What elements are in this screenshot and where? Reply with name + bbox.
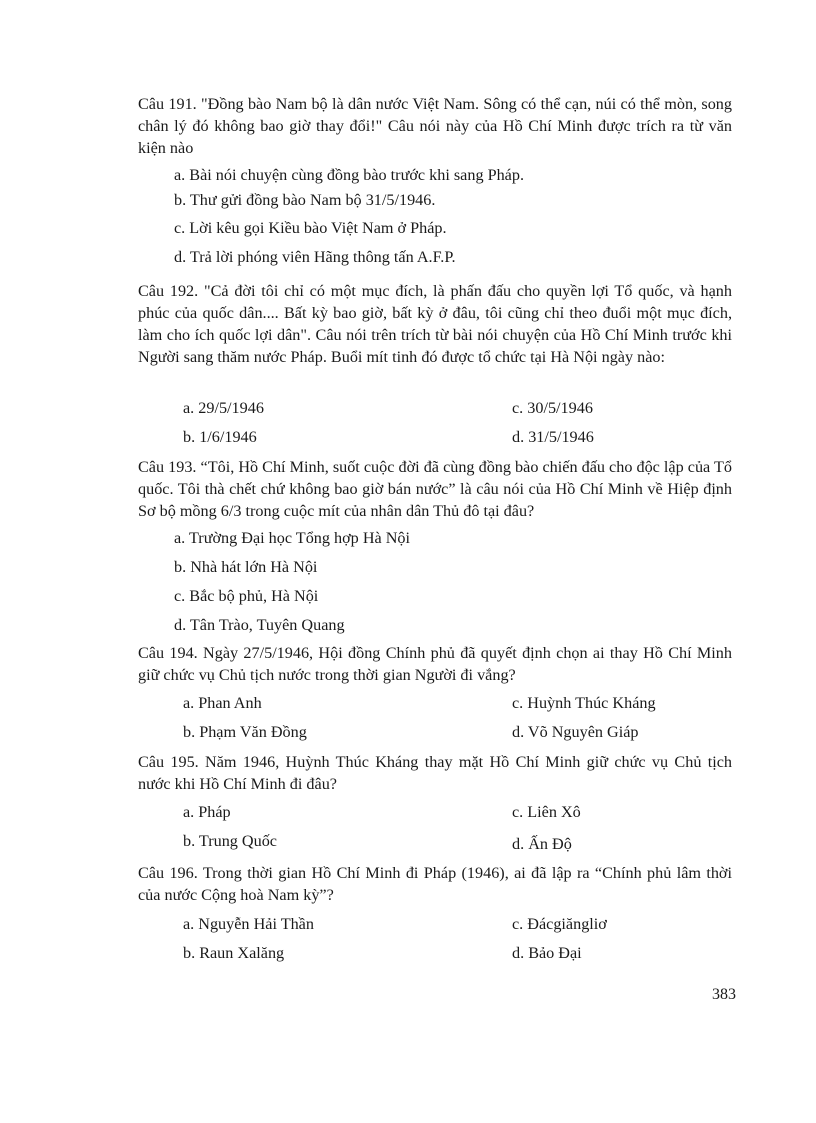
question-195-option-a: a. Pháp [183, 803, 231, 821]
question-195-option-b: b. Trung Quốc [183, 832, 277, 850]
question-193-option-c: c. Bắc bộ phủ, Hà Nội [174, 587, 319, 605]
question-191-stem: Câu 191. "Đồng bào Nam bộ là dân nước Việt Nam. Sông có thể cạn, núi có thể mòn, song chân lý đó không bao giờ thay đổi!" Câu nói này của Hồ Chí Minh được trích ra từ văn kiện nào [138, 95, 732, 157]
question-193-option-a: a. Trường Đại học Tổng hợp Hà Nội [174, 529, 411, 547]
question-196-stem: Câu 196. Trong thời gian Hồ Chí Minh đi Pháp (1946), ai đã lập ra “Chính phủ lâm thời của nước Cộng hoà Nam kỳ”? [138, 864, 732, 904]
question-192-option-b: b. 1/6/1946 [183, 428, 257, 446]
question-193-option-d: d. Tân Trào, Tuyên Quang [174, 616, 345, 634]
question-191-option-d: d. Trả lời phóng viên Hãng thông tấn A.F.P. [174, 248, 456, 266]
question-196-option-c: c. Đácgiăngliơ [512, 915, 607, 933]
question-194-option-d: d. Võ Nguyên Giáp [512, 723, 639, 741]
question-193-stem: Câu 193. “Tôi, Hồ Chí Minh, suốt cuộc đời đã cùng đồng bào chiến đấu cho độc lập của Tổ quốc. Tôi thà chết chứ không bao giờ bán nước” là câu nói của Hồ Chí Minh về Hiệp định Sơ bộ mồng 6/3 trong cuộc mít của nhân dân Thủ đô tại đâu? [138, 458, 732, 520]
question-193-option-b: b. Nhà hát lớn Hà Nội [174, 558, 318, 576]
question-191-option-c: c. Lời kêu gọi Kiều bào Việt Nam ở Pháp. [174, 219, 447, 237]
question-194-option-b: b. Phạm Văn Đồng [183, 723, 307, 741]
page-number: 383 [712, 986, 736, 1003]
question-194-stem: Câu 194. Ngày 27/5/1946, Hội đồng Chính phủ đã quyết định chọn ai thay Hồ Chí Minh giữ chức vụ Chủ tịch nước trong thời gian Người đi vắng? [138, 644, 732, 684]
question-192-option-c: c. 30/5/1946 [512, 399, 593, 417]
question-196-option-a: a. Nguyễn Hải Thần [183, 915, 314, 933]
question-192-option-a: a. 29/5/1946 [183, 399, 264, 417]
question-194-option-a: a. Phan Anh [183, 694, 262, 712]
question-196-option-b: b. Raun Xalăng [183, 944, 285, 962]
question-196-option-d: d. Bảo Đại [512, 944, 582, 962]
question-195-option-c: c. Liên Xô [512, 803, 581, 821]
question-194-option-c: c. Huỳnh Thúc Kháng [512, 694, 656, 712]
question-195-stem: Câu 195. Năm 1946, Huỳnh Thúc Kháng thay mặt Hồ Chí Minh giữ chức vụ Chủ tịch nước khi Hồ Chí Minh đi đâu? [138, 753, 732, 793]
question-191-option-a: a. Bài nói chuyện cùng đồng bào trước khi sang Pháp. [174, 166, 525, 184]
question-192-stem: Câu 192. "Cả đời tôi chỉ có một mục đích, là phấn đấu cho quyền lợi Tổ quốc, và hạnh phúc của quốc dân.... Bất kỳ bao giờ, bất kỳ ở đâu, tôi cũng chỉ theo đuổi một mục đích, làm cho ích quốc lợi dân". Câu nói trên trích từ bài nói chuyện của Hồ Chí Minh trước khi Người sang thăm nước Pháp. Buổi mít tinh đó được tổ chức tại Hà Nội ngày nào: [138, 282, 732, 366]
question-191-option-b: b. Thư gửi đồng bào Nam bộ 31/5/1946. [174, 191, 436, 209]
question-195-option-d: d. Ấn Độ [512, 835, 572, 853]
question-192-option-d: d. 31/5/1946 [512, 428, 594, 446]
